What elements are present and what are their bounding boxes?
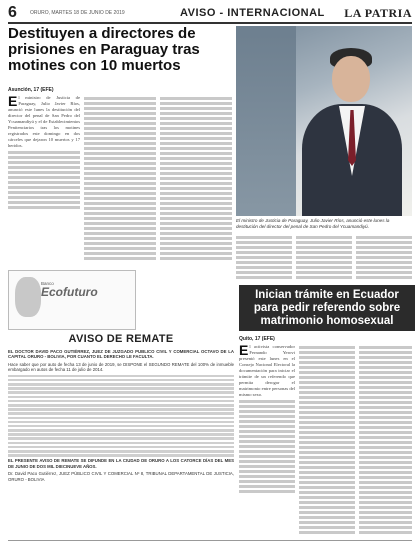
- article2-drop-cap: E: [239, 344, 249, 358]
- auction-signature: Dr. David Paco Gutiérrez, JUEZ PÚBLICO CIVIL Y COMERCIAL Nº 8, TRIBUNAL DEPARTAMENTAL DE JUSTICIA, ORURO - BOLIVIA: [8, 471, 234, 482]
- section-title: AVISO - INTERNACIONAL: [180, 7, 325, 19]
- minister-photo: [236, 26, 412, 216]
- ad-small-text: Banco: [41, 281, 54, 286]
- page-number: 6: [8, 4, 17, 21]
- article2-lead: l activista conservador Fernando Yerovi presentó este lunes en el Consejo Nacional Electoral la documentación para iniciar el trámite de un referendo que permita derogar el matrimonio entre personas del mismo sexo.: [239, 344, 295, 397]
- article1-column-5: [296, 234, 352, 282]
- article1-column-1: [8, 95, 80, 265]
- page-footer-rule: [8, 540, 412, 541]
- article2-headline-box: [239, 285, 415, 331]
- article2-byline: Quito, 17 (EFE): [239, 336, 275, 342]
- article1-column-3: [160, 95, 232, 265]
- article1-drop-cap: E: [8, 95, 18, 109]
- auction-notice: [8, 349, 234, 539]
- auction-paragraph-2: Hace saber que por auto de fecha 13 de junio de 2019, se DISPONE el SEGUNDO REMATE del 100% de inmueble embargado en autos de fecha 11 de julio de 2014.: [8, 361, 234, 373]
- ecofuturo-ad: [8, 270, 136, 330]
- article2-headline: Inician trámite en Ecuador para pedir referendo sobre matrimonio homosexual: [253, 289, 401, 327]
- article1-column-4: [236, 234, 292, 282]
- article1-headline: Destituyen a directores de prisiones en Paraguay tras motines con 10 muertos: [8, 25, 200, 74]
- article1-byline: Asunción, 17 (EFE): [8, 87, 54, 93]
- hand-icon: [15, 277, 41, 317]
- article1-column-6: [356, 234, 412, 282]
- page-header: [8, 6, 412, 24]
- edition-info: ORURO, MARTES 18 DE JUNIO DE 2019: [30, 10, 125, 16]
- photo-caption: El ministro de Justicia de Paraguay, Julio Javier Ríos, anunció este lunes la destitución del director del penal de San Pedro del Ycuamandiyú.: [236, 218, 390, 229]
- auction-intro: EL DOCTOR DAVID PACO GUTIÉRREZ, JUEZ DE JUZGADO PUBLICO CIVIL Y COMERCIAL OCTAVO DE LA CAPITAL ORURO - BOLIVIA, POR CUANTO EL DERECHO LE FACULTA.: [8, 349, 234, 360]
- article2-column-3: [359, 344, 412, 538]
- article1-column-2: [84, 95, 156, 265]
- article2-column-1: [239, 344, 295, 538]
- auction-closing: EL PRESENTE AVISO DE REMATE SE DIFUNDE EN LA CIUDAD DE ORURO A LOS CATORCE DÍAS DEL MES DE JUNIO DE DOS MIL DIECINUEVE AÑOS.: [8, 458, 234, 469]
- auction-title: AVISO DE REMATE: [68, 333, 174, 345]
- article2-column-2: [299, 344, 355, 538]
- article1-lead: l ministro de Justicia de Paraguay, Julio Javier Ríos, anunció este lunes la destitución del director del penal de San Pedro del Ycuamandiyú y el de Establecimientos Penitenciarios tras los motines registrados este domingo en dos cárceles que dejaron 10 muertos y 17 heridos.: [8, 95, 80, 148]
- newspaper-brand: LA PATRIA: [344, 6, 412, 20]
- ad-brand: Ecofuturo: [41, 285, 98, 299]
